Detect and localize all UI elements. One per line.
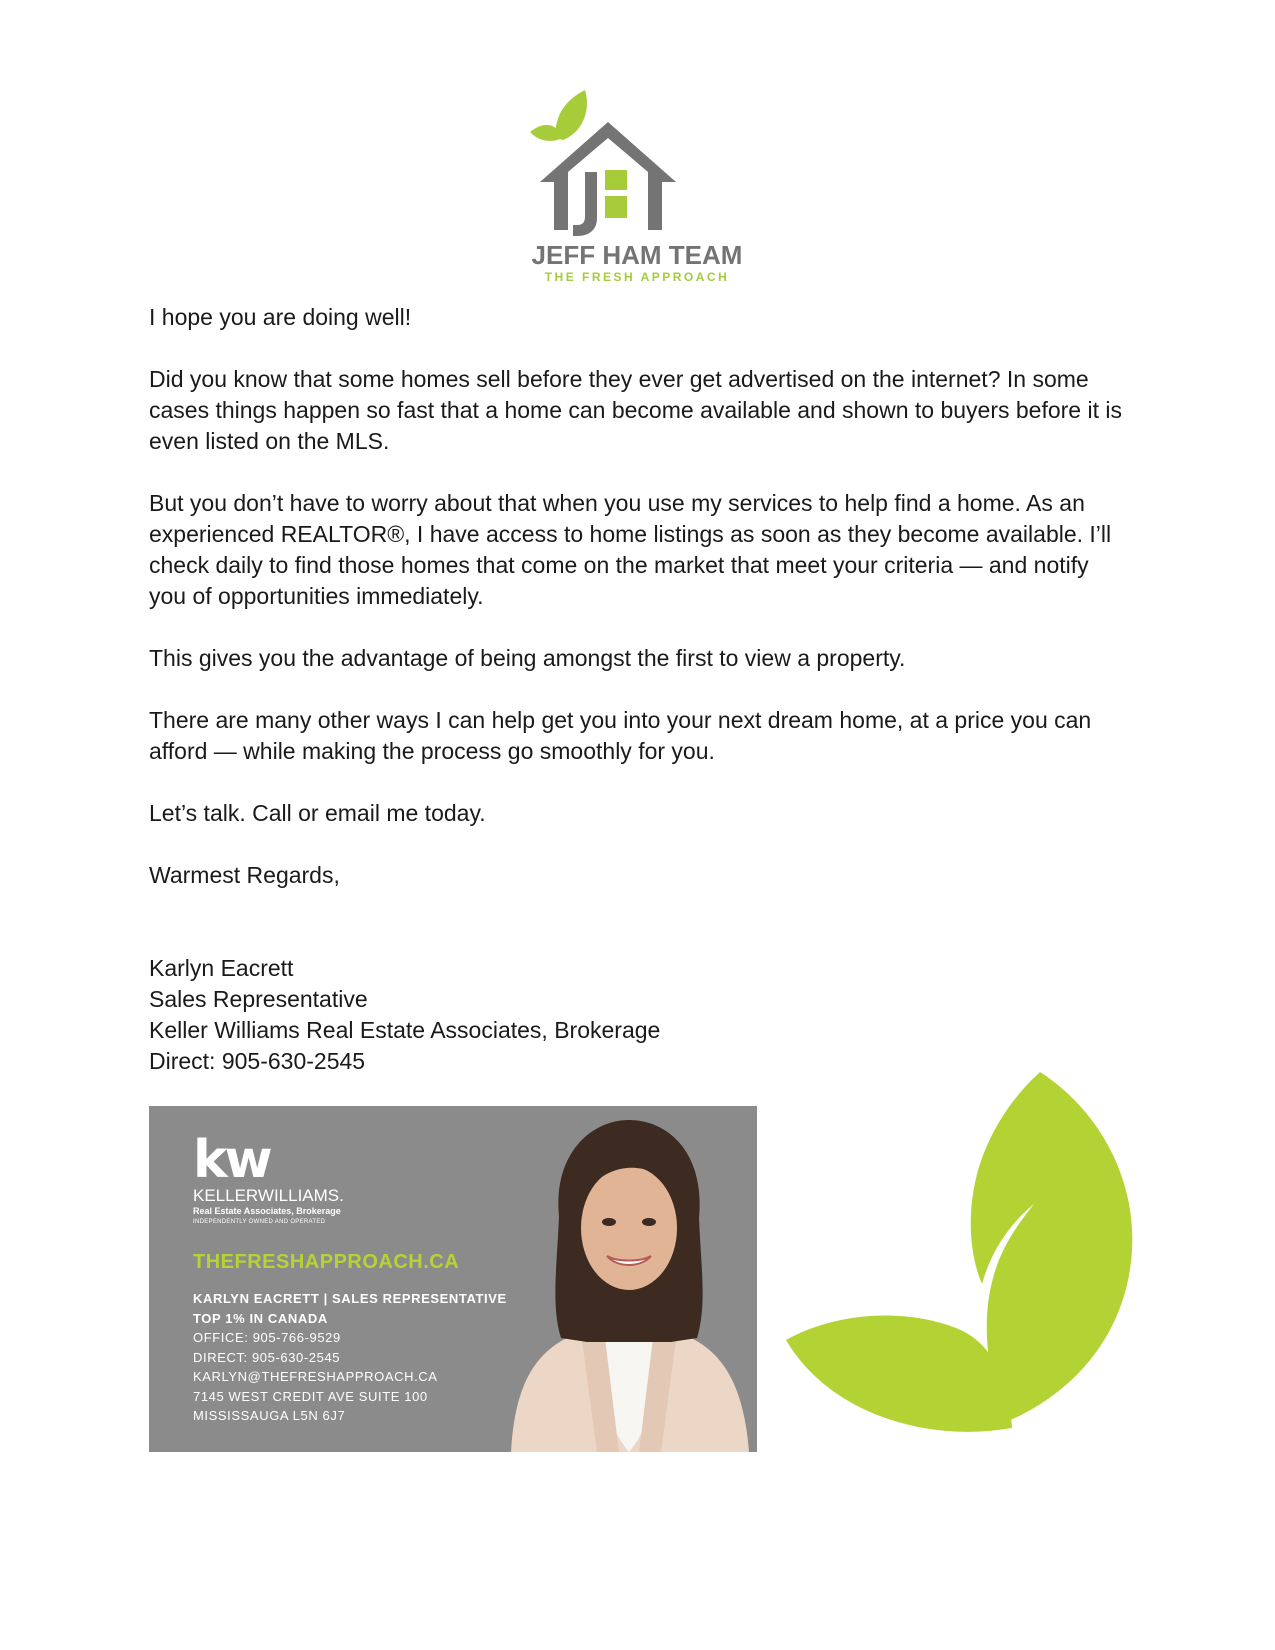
letter-body — [149, 302, 1129, 1077]
card-award: TOP 1% IN CANADA — [193, 1310, 328, 1326]
signature-name: Karlyn Eacrett — [149, 955, 294, 981]
paragraph-services: But you don’t have to worry about that when you use my services to help find a home. As an experienced REALTOR®, I have access to home listings as soon as they become available. I’ll check daily to find those homes that come on the market that meet your criteria — and notify you of opportunities immediately. — [149, 490, 1112, 609]
card-direct-phone: DIRECT: 905-630-2545 — [193, 1349, 341, 1365]
kw-logo: kw — [193, 1130, 270, 1190]
jeff-ham-team-logo — [525, 90, 750, 290]
decorative-leaves-icon — [786, 1072, 1136, 1452]
card-details — [193, 1289, 507, 1426]
kw-brand-disclaimer: INDEPENDENTLY OWNED AND OPERATED — [193, 1219, 326, 1225]
signature-brokerage: Keller Williams Real Estate Associates, Brokerage — [149, 1017, 661, 1043]
card-website: THEFRESHAPPROACH.CA — [193, 1251, 460, 1273]
card-office-phone: OFFICE: 905-766-9529 — [193, 1330, 341, 1345]
paragraph-mls: Did you know that some homes sell before they ever get advertised on the internet? In some cases things happen so fast that a home can become available and shown to buyers before it is even listed on the MLS. — [149, 366, 1122, 454]
closing: Warmest Regards, — [149, 862, 340, 888]
signature-title: Sales Representative — [149, 986, 368, 1012]
kw-brand-sub: Real Estate Associates, Brokerage — [193, 1206, 341, 1216]
card-email: KARLYN@THEFRESHAPPROACH.CA — [193, 1369, 438, 1384]
greeting: I hope you are doing well! — [149, 304, 412, 330]
agent-portrait — [501, 1106, 757, 1452]
signature-block — [149, 953, 1129, 1077]
signature-direct-phone: Direct: 905-630-2545 — [149, 1048, 366, 1074]
paragraph-call-to-action: Let’s talk. Call or email me today. — [149, 800, 486, 826]
logo-tagline: THE FRESH APPROACH — [544, 270, 730, 284]
card-address-line1: 7145 WEST CREDIT AVE SUITE 100 — [193, 1388, 428, 1404]
kw-brand-name: KELLERWILLIAMS. — [193, 1186, 344, 1205]
business-card — [149, 1106, 757, 1452]
paragraph-other-ways: There are many other ways I can help get you into your next dream home, at a price you can afford — while making the process go smoothly for you. — [149, 707, 1092, 764]
card-address-line2: MISSISSAUGA L5N 6J7 — [193, 1408, 346, 1423]
logo-team-name: JEFF HAM TEAM — [531, 240, 743, 270]
card-name-title: KARLYN EACRETT | SALES REPRESENTATIVE — [193, 1291, 507, 1306]
paragraph-advantage: This gives you the advantage of being amongst the first to view a property. — [149, 645, 906, 671]
